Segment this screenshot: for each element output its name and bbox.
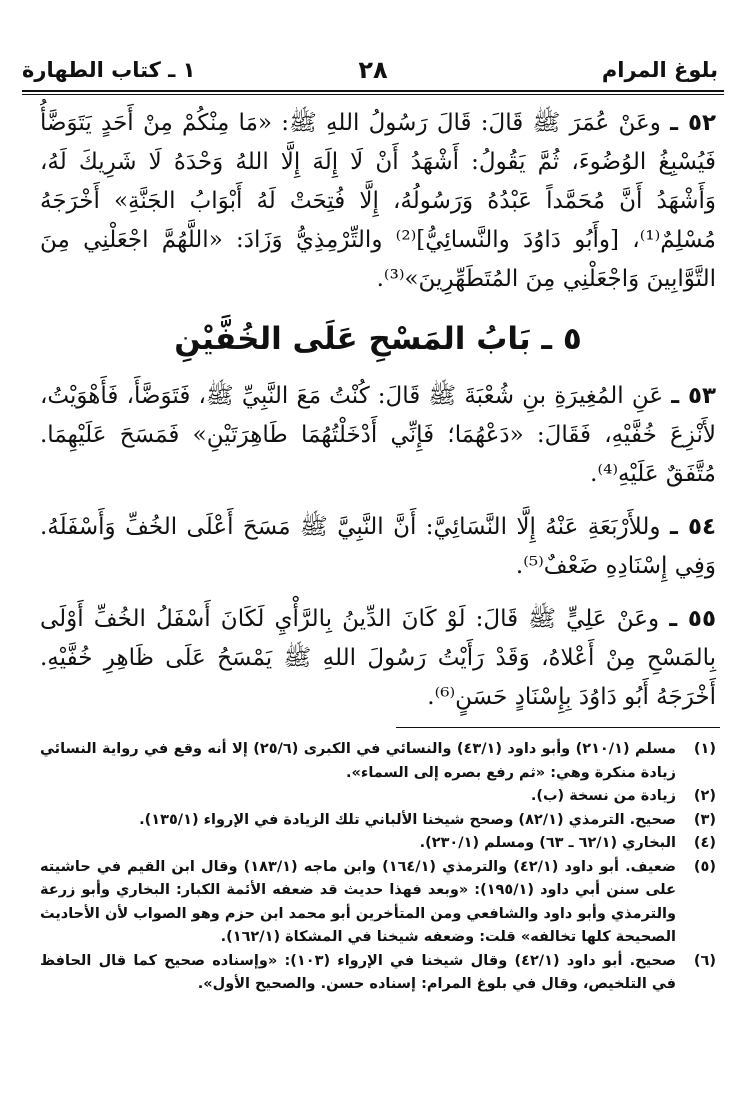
footnote-number: (٥) [693, 858, 716, 875]
footnote-divider [396, 727, 720, 728]
footnote-text: زيادة من نسخة (ب). [530, 788, 676, 804]
header-divider-thin [22, 94, 724, 95]
footnote-number: (٣) [693, 811, 716, 828]
hadith-54 [40, 508, 716, 586]
hadith-55 [40, 600, 716, 717]
footnote-number: (٤) [693, 835, 716, 851]
footnote-text: صحيح. الترمذي (٨٢/١) وصحح شيخنا الألباني تلك الزيادة في الإرواء (١٣٥/١). [139, 811, 676, 828]
footnote [40, 856, 716, 950]
hadith-text: وللأَرْبَعَةِ عَنْهُ إِلَّا النَّسَائِيَّ: أَنَّ النَّبِيَّ ﷺ مَسَحَ أَعْلَى الخُفِّ وَأَسْفَلَهُ. وَفِي إِسْنَادِهِ ضَعْفٌ⁽⁵⁾. [40, 514, 716, 579]
footnote-text: البخاري (٦٢/١ ـ ٦٣) ومسلم (٢٣٠/١). [419, 835, 676, 851]
hadith-text: وعَنْ عَلِيٍّ ﷺ قَالَ: لَوْ كَانَ الدِّينُ بِالرَّأْيِ لَكَانَ أَسْفَلُ الخُفِّ أَوْلَى بِالمَسْحِ مِنْ أَعْلاهُ، وَقَدْ رَأَيْتُ رَسُولَ اللهِ ﷺ يَمْسَحُ عَلَى ظَاهِرِ خُفَّيْهِ. أَخْرَجَهُ أَبُو دَاوُدَ بِإِسْنَادٍ حَسَنٍ⁽⁶⁾. [40, 606, 716, 710]
book-title: بلوغ المرام [601, 58, 718, 82]
footnote-text: ضعيف. أبو داود (٤٢/١) والترمذي (١٦٤/١) وابن ماجه (١٨٣/١) وقال ابن القيم في حاشيته على سنن أبي داود (١٩٥/١): «وبعد فهذا حديث قد ضعفه الأئمة الكبار: البخاري وأبو زرعة والترمذي وأبو داود والشافعي ومن المتأخرين أبو محمد ابن حزم وهو الصواب لأن الأحاديث الصحيحة كلها تخالفه» قلت: وضعفه شيخنا في المشكاة (١٦٢/١). [40, 858, 676, 945]
hadith-text: وعَنْ عُمَرَ ﷺ قَالَ: قَالَ رَسُولُ اللهِ ﷺ: «مَا مِنْكُمْ مِنْ أَحَدٍ يَتَوَضَّأُ فَيُسْبِغُ الوُضُوءَ، ثُمَّ يَقُولُ: أَشْهَدُ أَنْ لَا إِلَهَ إِلَّا اللهُ وَحْدَهُ لَا شَرِيكَ لَهُ، وَأَشْهَدُ أَنَّ مُحَمَّداً عَبْدُهُ وَرَسُولُهُ، إِلَّا فُتِحَتْ لَهُ أَبْوَابُ الجَنَّةِ» أَخْرَجَهُ مُسْلِمٌ⁽¹⁾، [وأَبُو دَاوُدَ والنَّسائِيُّ]⁽²⁾ والتِّرْمِذِيُّ وَزَادَ: «اللَّهُمَّ اجْعَلْنِي مِنَ التَّوَّابِينَ وَاجْعَلْنِي مِنَ المُتَطَهِّرِينَ»⁽³⁾. [40, 110, 716, 292]
footnote-number: (٦) [693, 952, 716, 969]
hadith-number: ٥٤ ـ [669, 514, 717, 540]
footnote-number: (١) [693, 741, 716, 757]
footnote [40, 950, 716, 997]
hadith-number: ٥٥ ـ [669, 606, 716, 632]
hadith-53 [40, 377, 716, 494]
page-number: ٢٨ [358, 56, 388, 84]
footnote [40, 738, 716, 785]
main-text [40, 104, 716, 731]
footnote-text: صحيح. أبو داود (٤٢/١) وقال شيخنا في الإرواء (١٠٣): «وإسناده صحيح كما قال الحافظ في التلخيص، وقال في بلوغ المرام: إسناده حسن. والصحيح الأول». [40, 952, 677, 992]
chapter-label: ١ ـ كتاب الطهارة [22, 58, 196, 82]
hadith-number: ٥٢ ـ [670, 110, 717, 136]
footnote-number: (٢) [693, 788, 716, 804]
footnote-text: مسلم (٢١٠/١) وأبو داود (٤٣/١) والنسائي في الكبرى (٢٥/٦) إلا أنه وقع في رواية النسائي زيادة منكرة وهي: «ثم رفع بصره إلى السماء». [40, 741, 676, 781]
header-divider [22, 90, 724, 92]
hadith-text: عَنِ المُغِيرَةِ بنِ شُعْبَةَ ﷺ قَالَ: كُنْتُ مَعَ النَّبِيِّ ﷺ، فَتَوَضَّأَ، فَأَهْوَيْتُ، لأَنْزِعَ خُفَّيْهِ، فَقَالَ: «دَعْهُمَا؛ فَإِنِّي أَدْخَلْتُهُمَا طَاهِرَتَيْنِ» فَمَسَحَ عَلَيْهِمَا. مُتَّفَقٌ عَلَيْهِ⁽⁴⁾. [40, 383, 716, 487]
footnote [40, 785, 716, 809]
footnote [40, 809, 716, 833]
hadith-number: ٥٣ ـ [671, 383, 717, 409]
footnote [40, 832, 716, 856]
chapter-heading: ٥ ـ بَابُ المَسْحِ عَلَى الخُفَّيْنِ [174, 321, 582, 357]
hadith-52 [40, 104, 716, 299]
footnotes [40, 738, 716, 997]
